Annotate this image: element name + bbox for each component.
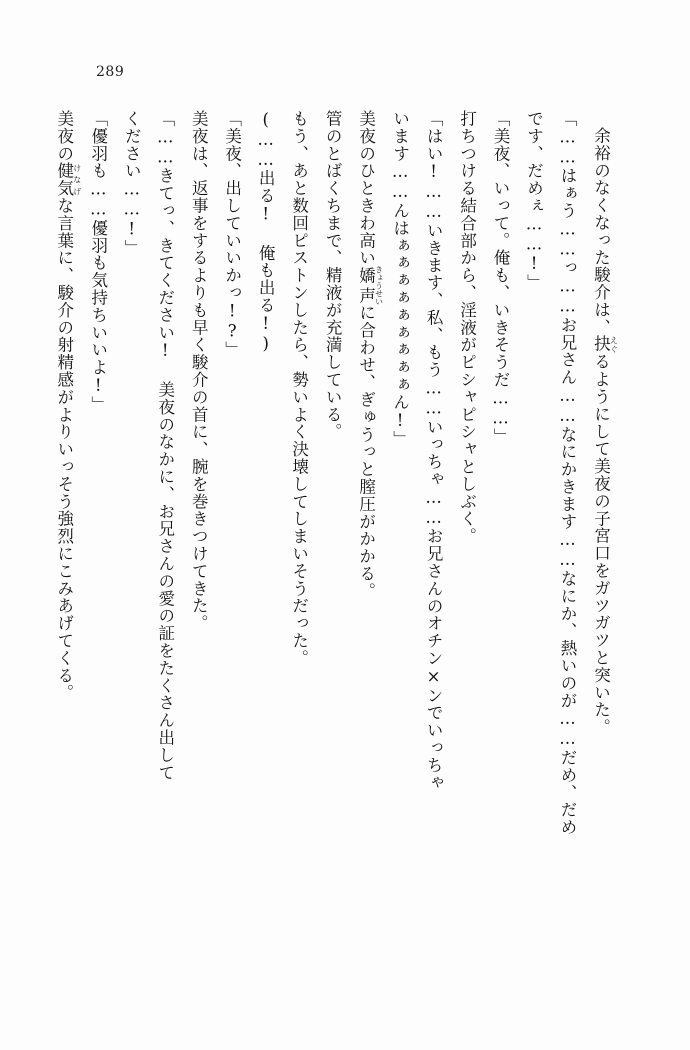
paragraph-line: (……出る! 俺も出る!) [256, 110, 276, 354]
paragraph-line: 美夜は、返事をするよりも早く駿介の首に、腕を巻きつけてきた。 [189, 110, 209, 632]
paragraph-line: です、だめぇ……!」 [524, 110, 544, 292]
vertical-body-text [54, 110, 619, 940]
paragraph-line: 美夜のひときわ高い嬌声 きょうせいに合わせ、ぎゅうっと膣圧がかかる。 [356, 110, 384, 600]
paragraph-line: ください……!」 [122, 110, 142, 257]
paragraph-line: 「……きてっ、きてください! 美夜のなかに、お兄さんの愛の証をたくさん出して [155, 110, 175, 782]
paragraph-line: もう、あと数回ピストンしたら、勢いよく決壊してしまいそうだった。 [289, 110, 309, 667]
page-number: 289 [96, 64, 125, 80]
paragraph-line: います……んはぁぁぁぁぁぁぁぁぁん!」 [390, 110, 410, 449]
paragraph-line: 「……はぁう……っ……お兄さん……なにかきます……なにか、熱いのが……だめ、だめ [558, 110, 578, 836]
paragraph-line: 打ちつける結合部から、淫液がピシャピシャとしぶく。 [457, 110, 477, 545]
paragraph-line: 「はい!……いきます、私、もう……いっちゃ……お兄さんのオチン×ンでいっちゃ [424, 110, 444, 792]
ruby-kyousei: 嬌声 きょうせい [356, 265, 384, 306]
ruby-egu: 抉 えぐ [591, 335, 619, 353]
paragraph-line: 管のとばくちまで、精液が充満している。 [323, 110, 343, 441]
paragraph-line: 「美夜、いって。俺も、いきそうだ……」 [491, 110, 511, 446]
paragraph-line: 「優羽も……優羽も気持ちいいよ!」 [88, 110, 108, 414]
paragraph-line: 美夜の健気 けなげな言葉に、駿介の射精感がよりいっそう強烈にこみあげてくる。 [54, 110, 82, 702]
ruby-kenage: 健気 けなげ [54, 162, 82, 198]
paragraph-line: 余裕のなくなった駿介は、抉 えぐるようにして美夜の子宮口をガツガツと突いた。 [591, 126, 619, 736]
paragraph-line: 「美夜、出していいかっ!?」 [222, 110, 242, 359]
